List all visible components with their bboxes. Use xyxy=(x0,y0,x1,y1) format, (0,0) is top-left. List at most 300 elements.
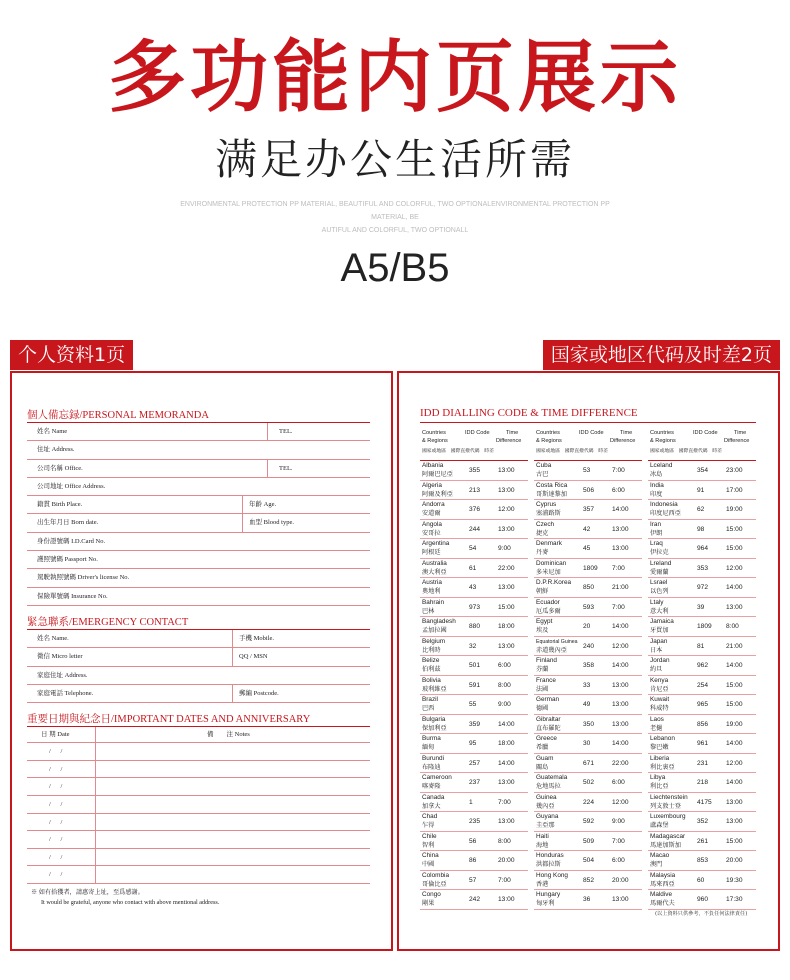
idd-columns xyxy=(420,427,756,907)
idd-country-en: Kenya xyxy=(650,676,669,684)
idd-country-zh: 科威特 xyxy=(650,705,669,712)
hero-size: A5/B5 xyxy=(340,246,450,290)
idd-time: 13:00 xyxy=(498,467,515,474)
date-slash: / / xyxy=(49,765,63,773)
idd-time: 13:00 xyxy=(498,525,515,533)
idd-row xyxy=(534,676,642,696)
memo-rows xyxy=(27,423,370,606)
memo-divider xyxy=(242,514,243,531)
idd-country-zh: 阿爾巴尼亞 xyxy=(422,471,453,478)
memo-row xyxy=(27,514,370,532)
idd-row xyxy=(534,754,642,774)
idd-row xyxy=(534,461,642,481)
footer-en: It would be grateful, anyone who contact with above mentional address. xyxy=(41,898,220,906)
idd-row xyxy=(420,500,528,520)
idd-country-en: Jamaica xyxy=(650,618,674,625)
idd-time: 15:00 xyxy=(726,681,743,689)
idd-row xyxy=(534,637,642,657)
idd-row xyxy=(648,832,756,852)
idd-code: 30 xyxy=(583,740,591,747)
idd-country-zh: 盧森堡 xyxy=(650,822,669,829)
memo-field-label: 住址 Address. xyxy=(37,446,75,454)
idd-code: 850 xyxy=(583,584,595,591)
memo-field-label-right: 郵編 Postcode. xyxy=(239,689,279,697)
memo-row xyxy=(27,685,370,703)
idd-country-zh: 伯利茲 xyxy=(422,666,441,673)
idd-header-time2: Difference xyxy=(496,438,522,444)
idd-country-zh: 奧地利 xyxy=(422,588,441,595)
idd-country-en: Gibraltar xyxy=(536,715,561,723)
idd-time: 15:00 xyxy=(726,525,743,533)
hero-subtitle: 满足办公生活所需 xyxy=(214,135,575,184)
idd-code: 56 xyxy=(469,837,477,845)
idd-header-regions: & Regions xyxy=(422,438,448,444)
idd-code: 592 xyxy=(583,818,595,825)
dates-row xyxy=(27,778,370,796)
memo-field-label: 保險單號碼 Insurance No. xyxy=(37,592,108,600)
idd-time: 13:00 xyxy=(498,818,515,825)
idd-code: 962 xyxy=(697,662,709,669)
idd-code: 4175 xyxy=(697,798,712,806)
idd-country-zh: 加拿大 xyxy=(422,802,441,810)
idd-code: 257 xyxy=(469,759,481,767)
idd-row xyxy=(420,559,528,579)
date-slash: / / xyxy=(49,853,63,861)
idd-row xyxy=(420,539,528,559)
dates-divider xyxy=(95,796,96,813)
idd-country-en: Lraq xyxy=(650,540,663,547)
idd-country-en: Denmark xyxy=(536,540,562,547)
idd-country-en: Hungary xyxy=(536,891,561,898)
idd-time: 7:00 xyxy=(612,837,625,845)
idd-row xyxy=(534,617,642,637)
dates-rows xyxy=(27,743,370,884)
idd-time: 12:00 xyxy=(726,759,743,767)
dates-divider xyxy=(95,743,96,760)
emergency-rows xyxy=(27,630,370,703)
idd-row xyxy=(420,656,528,676)
dates-divider xyxy=(95,814,96,831)
idd-column xyxy=(534,427,642,910)
idd-country-zh: 香港 xyxy=(536,880,549,888)
idd-country-zh: 古巴 xyxy=(536,471,549,478)
idd-code: 240 xyxy=(583,642,595,650)
idd-country-zh: 剛果 xyxy=(422,900,435,907)
dates-row xyxy=(27,761,370,779)
section-gap xyxy=(27,703,370,711)
idd-country-en: Egypt xyxy=(536,618,553,625)
idd-time: 12:00 xyxy=(612,798,629,806)
idd-country-en: Belize xyxy=(422,657,440,664)
idd-code: 1809 xyxy=(583,564,598,572)
idd-country-en: Angola xyxy=(422,520,442,528)
idd-row xyxy=(648,871,756,891)
idd-time: 18:00 xyxy=(498,623,515,630)
idd-row xyxy=(420,481,528,501)
idd-country-zh: 冰島 xyxy=(650,471,663,478)
idd-row xyxy=(534,500,642,520)
idd-time: 20:00 xyxy=(726,857,743,864)
idd-country-en: Algeria xyxy=(422,481,442,489)
idd-country-zh: 朝鮮 xyxy=(536,588,549,595)
idd-country-en: Czech xyxy=(536,520,555,528)
idd-country-zh: 塞浦路斯 xyxy=(536,510,561,517)
memo-row xyxy=(27,667,370,685)
idd-code: 91 xyxy=(697,486,705,494)
idd-header-zh: 國家或地區 國際直撥代碼 時差 xyxy=(650,449,722,454)
idd-time: 13:00 xyxy=(498,486,515,494)
idd-time: 23:00 xyxy=(726,467,743,474)
idd-row xyxy=(648,793,756,813)
tab-country-codes: 国家或地区代码及时差2页 xyxy=(543,340,780,370)
idd-country-zh: 智利 xyxy=(422,841,435,849)
idd-country-en: Liberia xyxy=(650,754,670,762)
memo-field-label-right: QQ / MSN xyxy=(239,653,268,661)
idd-code: 504 xyxy=(583,857,595,864)
idd-row xyxy=(648,461,756,481)
idd-country-zh: 德國 xyxy=(536,705,549,712)
idd-country-en: Guyana xyxy=(536,813,559,820)
idd-header-countries: Countries xyxy=(650,430,674,436)
idd-column xyxy=(648,427,756,910)
idd-row xyxy=(534,890,642,910)
idd-row xyxy=(420,617,528,637)
idd-country-zh: 玻利維亞 xyxy=(422,685,447,693)
dates-row xyxy=(27,849,370,867)
idd-header-time1: Time xyxy=(620,430,633,436)
idd-country-en: Andorra xyxy=(422,501,445,508)
date-slash: / / xyxy=(49,818,63,826)
idd-header-time1: Time xyxy=(506,430,519,436)
idd-code: 95 xyxy=(469,740,477,747)
dates-divider xyxy=(95,727,96,742)
memo-field-label: 公司地址 Office Address. xyxy=(37,482,106,490)
idd-country-en: Luxembourg xyxy=(650,813,686,820)
memo-field-label-right: 年齡 Age. xyxy=(249,501,277,509)
idd-row xyxy=(420,578,528,598)
idd-time: 21:00 xyxy=(612,584,629,591)
idd-time: 13:00 xyxy=(498,779,515,786)
dates-divider xyxy=(95,866,96,883)
idd-time: 8:00 xyxy=(726,623,739,630)
idd-code: 591 xyxy=(469,681,481,689)
idd-time: 14:00 xyxy=(612,740,629,747)
idd-country-en: Equatorial Guinea xyxy=(536,638,578,645)
idd-country-en: Finland xyxy=(536,657,557,664)
idd-time: 15:00 xyxy=(726,837,743,845)
idd-time: 13:00 xyxy=(498,584,515,591)
idd-time: 14:00 xyxy=(726,662,743,669)
idd-country-zh: 巴西 xyxy=(422,705,435,712)
idd-column xyxy=(420,427,528,910)
idd-time: 13:00 xyxy=(612,896,629,903)
idd-country-en: Burma xyxy=(422,735,441,742)
idd-time: 13:00 xyxy=(726,603,743,611)
idd-time: 14:00 xyxy=(612,506,629,513)
dates-head xyxy=(27,727,370,743)
idd-row xyxy=(648,617,756,637)
idd-header-time2: Difference xyxy=(610,438,636,444)
idd-time: 13:00 xyxy=(612,525,629,533)
idd-time: 15:00 xyxy=(498,603,515,611)
dates-col-date: 日 期 Date xyxy=(41,731,70,739)
idd-code: 358 xyxy=(583,662,595,669)
date-slash: / / xyxy=(49,748,63,756)
idd-code: 57 xyxy=(469,876,477,884)
memo-row xyxy=(27,423,370,441)
idd-country-en: Kuwait xyxy=(650,696,670,703)
hero-title: 多功能内页展示 xyxy=(107,33,682,123)
idd-country-en: Guinea xyxy=(536,793,557,801)
idd-country-zh: 伊朗 xyxy=(650,529,663,537)
idd-time: 22:00 xyxy=(612,759,629,767)
idd-country-en: Colombia xyxy=(422,871,449,879)
idd-country-en: Cuba xyxy=(536,462,552,469)
memo-field-label: 駕駛執照號碼 Driver's license No. xyxy=(37,574,130,582)
memo-field-label-right: TEL. xyxy=(279,428,293,435)
idd-country-zh: 厄瓜多爾 xyxy=(536,607,561,615)
idd-row xyxy=(420,461,528,481)
idd-row xyxy=(420,812,528,832)
idd-time: 7:00 xyxy=(612,603,625,611)
idd-country-zh: 約旦 xyxy=(650,666,663,673)
idd-country-zh: 多米尼加 xyxy=(536,568,561,576)
idd-row xyxy=(534,812,642,832)
dates-divider xyxy=(95,849,96,866)
memo-row xyxy=(27,533,370,551)
hero-note-line2: AUTIFUL AND COLORFUL, TWO OPTIONALL xyxy=(321,227,469,234)
idd-row xyxy=(648,481,756,501)
idd-row xyxy=(534,481,642,501)
date-slash: / / xyxy=(49,836,63,844)
idd-country-zh: 列支敦士登 xyxy=(650,802,681,810)
idd-row xyxy=(534,793,642,813)
memo-field-label: 姓名 Name xyxy=(37,428,68,435)
dates-row xyxy=(27,743,370,761)
idd-row xyxy=(648,715,756,735)
idd-code: 61 xyxy=(469,564,477,572)
idd-column-header xyxy=(534,427,642,461)
idd-time: 18:00 xyxy=(498,740,515,747)
dates-row xyxy=(27,831,370,849)
memo-row xyxy=(27,441,370,459)
idd-country-en: Brazil xyxy=(422,696,438,703)
idd-country-en: Costa Rica xyxy=(536,481,568,489)
idd-time: 6:00 xyxy=(498,662,511,669)
memo-footer xyxy=(27,888,370,908)
memo-page xyxy=(27,407,370,908)
idd-country-en: Guatemala xyxy=(536,774,568,781)
idd-row xyxy=(420,890,528,910)
idd-row xyxy=(534,695,642,715)
idd-header-time2: Difference xyxy=(724,438,750,444)
idd-country-zh: 安哥拉 xyxy=(422,529,441,537)
memo-field-label-right: TEL. xyxy=(279,464,293,472)
memo-row xyxy=(27,648,370,666)
idd-header-zh: 國家或地區 國際直撥代碼 時差 xyxy=(422,449,494,454)
idd-row xyxy=(648,734,756,754)
idd-row xyxy=(534,734,642,754)
idd-country-zh: 以色列 xyxy=(650,588,669,595)
idd-row xyxy=(534,773,642,793)
memo-field-label-right: 手機 Mobile. xyxy=(239,634,275,642)
idd-country-zh: 埃及 xyxy=(536,627,549,634)
hero-note-line1: ENVIRONMENTAL PROTECTION PP MATERIAL, BEAUTIFUL AND COLORFUL, TWO OPTIONALENVIRONMENTAL PROTECTION PP MATERIAL, BE xyxy=(180,201,610,221)
idd-country-en: Bolivia xyxy=(422,676,441,684)
idd-country-en: Laos xyxy=(650,715,664,723)
idd-country-en: Chile xyxy=(422,832,437,840)
memo-field-label-right: 血型 Blood type. xyxy=(249,519,294,527)
idd-time: 14:00 xyxy=(726,779,743,786)
idd-time: 6:00 xyxy=(612,857,625,864)
idd-code: 960 xyxy=(697,896,709,903)
idd-time: 13:00 xyxy=(498,896,515,903)
idd-row xyxy=(420,695,528,715)
memo-row xyxy=(27,630,370,648)
dates-col-notes: 備 注 Notes xyxy=(207,731,250,739)
idd-country-zh: 阿爾及利亞 xyxy=(422,490,453,498)
dates-divider xyxy=(95,778,96,795)
idd-time: 17:30 xyxy=(726,896,743,903)
date-slash: / / xyxy=(49,800,63,808)
idd-header-code: IDD Code xyxy=(465,430,490,436)
idd-code: 961 xyxy=(697,740,709,747)
idd-country-en: Bahrain xyxy=(422,598,445,606)
idd-time: 14:00 xyxy=(498,720,515,728)
idd-code: 506 xyxy=(583,486,595,494)
idd-code: 62 xyxy=(697,506,705,513)
idd-row xyxy=(648,598,756,618)
idd-country-zh: 丹麥 xyxy=(536,549,549,556)
idd-header-countries: Countries xyxy=(536,430,560,436)
idd-country-zh: 幾內亞 xyxy=(536,802,555,810)
idd-row xyxy=(648,695,756,715)
idd-code: 54 xyxy=(469,545,477,552)
idd-code: 235 xyxy=(469,818,481,825)
date-slash: / / xyxy=(49,783,63,791)
idd-country-zh: 中國 xyxy=(422,861,435,868)
idd-country-en: Madagascar xyxy=(650,832,686,840)
idd-column-header xyxy=(648,427,756,461)
idd-time: 6:00 xyxy=(612,779,625,786)
idd-country-zh: 海地 xyxy=(536,841,549,849)
memo-field-label: 籍貫 Birth Place. xyxy=(37,501,83,509)
idd-code: 353 xyxy=(697,564,709,572)
idd-country-zh: 日本 xyxy=(650,646,663,654)
memo-row xyxy=(27,496,370,514)
idd-country-en: Albania xyxy=(422,462,444,469)
idd-country-en: Belgium xyxy=(422,637,446,645)
idd-country-en: India xyxy=(650,481,664,489)
idd-country-en: Chad xyxy=(422,813,438,820)
memo-row xyxy=(27,460,370,478)
idd-row xyxy=(420,773,528,793)
idd-country-zh: 比利時 xyxy=(422,646,441,654)
idd-country-zh: 牙買加 xyxy=(650,627,669,634)
memo-field-label: 公司名稱 Office. xyxy=(37,464,83,472)
memo-title: 個人備忘録/PERSONAL MEMORANDA xyxy=(27,407,370,423)
idd-time: 19:00 xyxy=(726,506,743,513)
idd-row xyxy=(420,598,528,618)
idd-country-en: German xyxy=(536,696,560,703)
memo-divider xyxy=(232,648,233,665)
idd-time: 14:00 xyxy=(612,662,629,669)
idd-country-zh: 希臘 xyxy=(536,744,549,751)
memo-row xyxy=(27,569,370,587)
idd-time: 12:00 xyxy=(612,642,629,650)
idd-code: 853 xyxy=(697,857,709,864)
idd-time: 12:00 xyxy=(726,564,743,572)
idd-row xyxy=(534,559,642,579)
idd-row xyxy=(420,520,528,540)
idd-country-zh: 巴林 xyxy=(422,607,435,615)
idd-time: 13:00 xyxy=(498,642,515,650)
idd-time: 9:00 xyxy=(612,818,625,825)
idd-country-zh: 哥斯達黎加 xyxy=(536,490,567,498)
idd-row xyxy=(534,520,642,540)
dates-row xyxy=(27,796,370,814)
idd-row xyxy=(420,871,528,891)
idd-row xyxy=(534,851,642,871)
idd-row xyxy=(648,539,756,559)
idd-country-en: Guam xyxy=(536,754,554,762)
idd-country-en: Ecuador xyxy=(536,598,560,606)
idd-code: 53 xyxy=(583,467,591,474)
idd-country-zh: 緬甸 xyxy=(422,744,435,751)
idd-country-zh: 馬爾代夫 xyxy=(650,900,675,907)
idd-code: 972 xyxy=(697,584,709,591)
idd-column-header xyxy=(420,427,528,461)
idd-row xyxy=(420,734,528,754)
idd-row xyxy=(420,676,528,696)
idd-country-en: Lebanon xyxy=(650,735,675,742)
idd-country-en: D.P.R.Korea xyxy=(536,579,572,586)
idd-code: 671 xyxy=(583,759,595,767)
idd-time: 7:00 xyxy=(612,467,625,474)
idd-country-zh: 喀麥隆 xyxy=(422,783,441,790)
idd-country-en: Lreland xyxy=(650,559,672,567)
idd-code: 509 xyxy=(583,837,595,845)
dates-row xyxy=(27,814,370,832)
idd-code: 501 xyxy=(469,662,481,669)
idd-header-time1: Time xyxy=(734,430,747,436)
idd-row xyxy=(534,578,642,598)
idd-country-zh: 捷克 xyxy=(536,529,549,537)
idd-code: 45 xyxy=(583,545,591,552)
dates-divider xyxy=(95,831,96,848)
idd-country-en: Cameroon xyxy=(422,774,452,781)
idd-code: 352 xyxy=(697,818,709,825)
idd-header-zh: 國家或地區 國際直撥代碼 時差 xyxy=(536,449,608,454)
idd-row xyxy=(534,598,642,618)
dates-divider xyxy=(95,761,96,778)
idd-row xyxy=(534,832,642,852)
idd-row xyxy=(534,656,642,676)
idd-row xyxy=(648,773,756,793)
idd-code: 32 xyxy=(469,642,477,650)
idd-time: 22:00 xyxy=(498,564,515,572)
idd-code: 55 xyxy=(469,701,477,708)
idd-code: 86 xyxy=(469,857,477,864)
memo-row xyxy=(27,551,370,569)
idd-code: 355 xyxy=(469,467,481,474)
idd-code: 856 xyxy=(697,720,709,728)
idd-time: 7:00 xyxy=(498,876,511,884)
footer-zh: ※ 如有拾獲者，請惠寄上址，至爲感謝。 xyxy=(31,888,144,896)
idd-country-zh: 印度 xyxy=(650,490,663,498)
idd-country-en: Dominican xyxy=(536,559,567,567)
idd-time: 14:00 xyxy=(498,759,515,767)
